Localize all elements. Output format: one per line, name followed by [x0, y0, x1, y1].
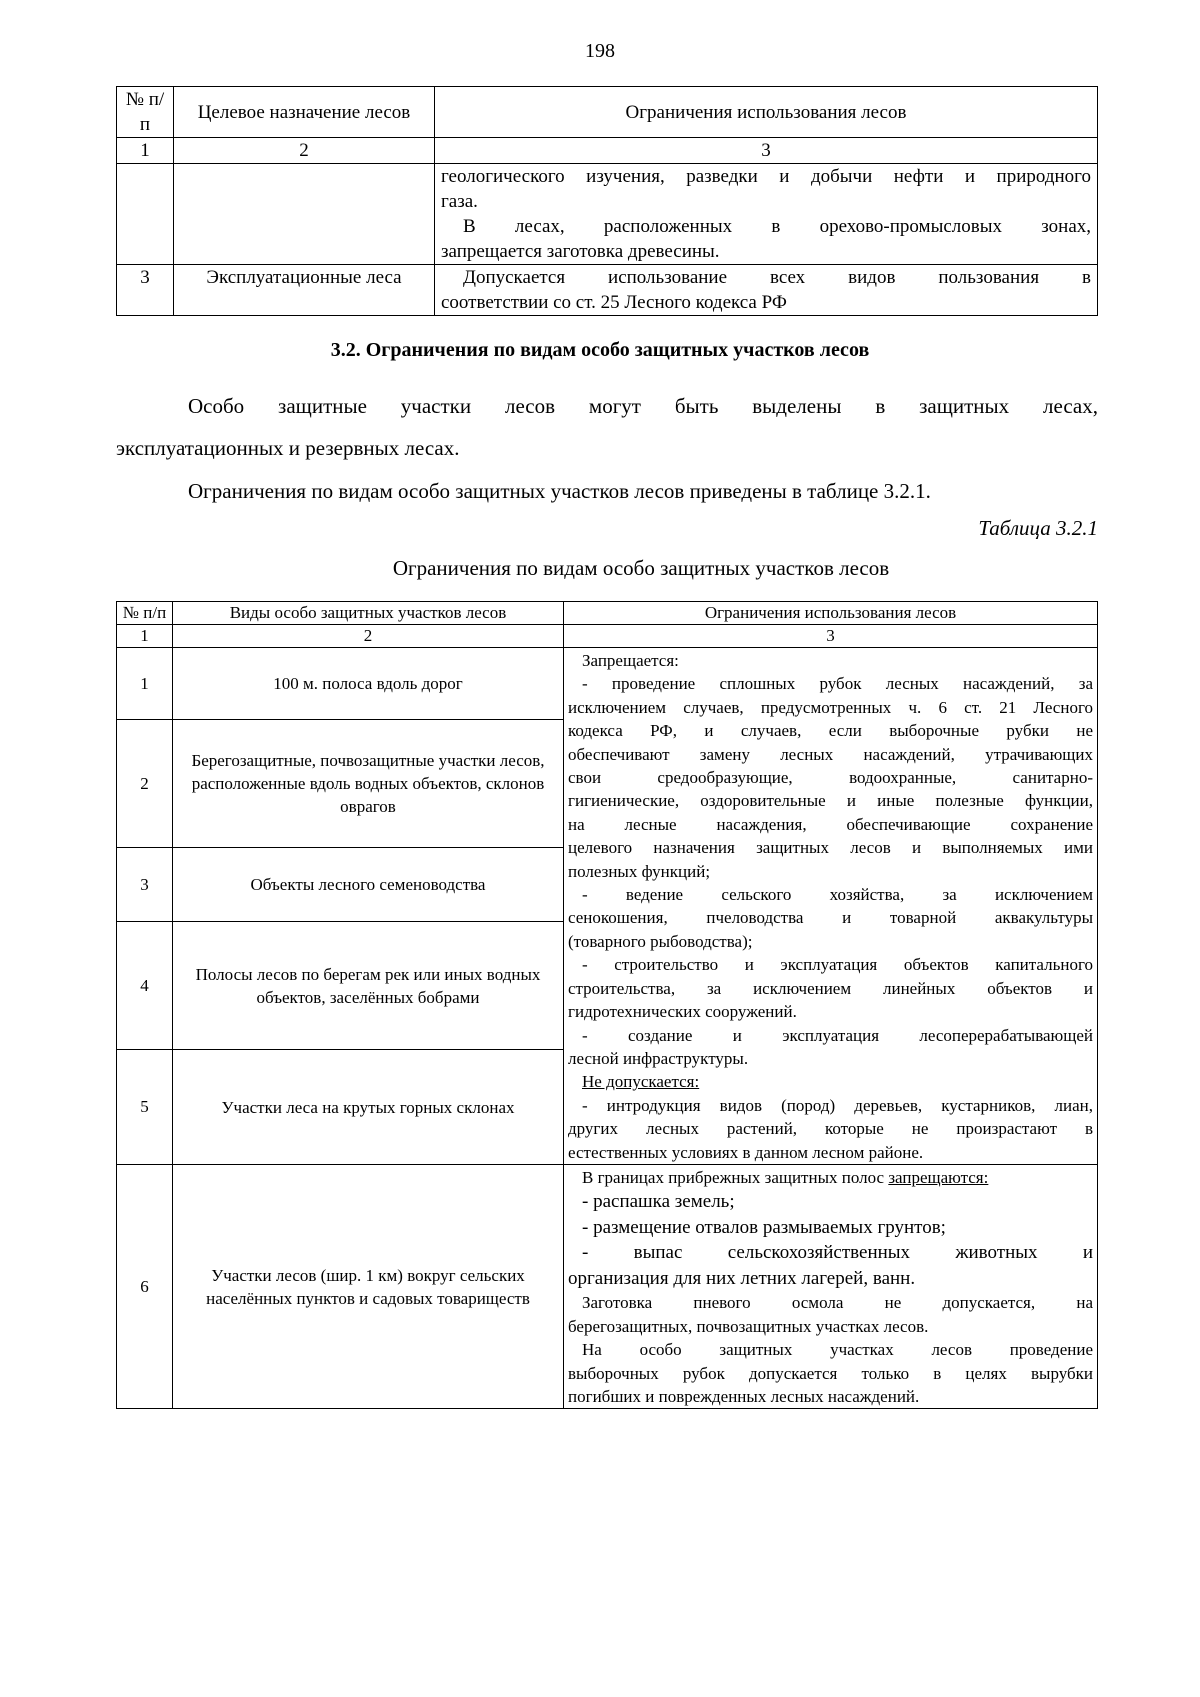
col-number-2: 2: [173, 625, 564, 648]
col-number-2: 2: [174, 138, 435, 164]
page-number: 198: [585, 40, 615, 62]
paragraph-line: эксплуатационных и резервных лесах.: [116, 436, 460, 460]
row-area-type: Объекты лесного семеноводства: [173, 848, 564, 922]
restriction-line: свои средообразующие, водоохранные, санитарно-: [568, 768, 1093, 788]
restriction-line: - выпас сельскохозяйственных животных и: [582, 1242, 1093, 1264]
section-heading: 3.2. Ограничения по видам особо защитных участков лесов: [330, 339, 870, 361]
row-number: 2: [117, 720, 173, 848]
restriction-line: других лесных растений, которые не произрастают в: [568, 1119, 1093, 1139]
restriction-line: сенокошения, пчеловодства и товарной аквакультуры: [568, 908, 1093, 928]
restrictions-cell-a: [564, 648, 1098, 1165]
header-restrictions: Ограничения использования лесов: [435, 87, 1098, 138]
restriction-line: (товарного рыбоводства);: [568, 931, 753, 951]
restrictions-cell-b: [564, 1165, 1098, 1409]
restriction-line: - создание и эксплуатация лесоперерабатывающей: [582, 1025, 1093, 1045]
row-restriction-line: Допускается использование всех видов пользования в: [463, 267, 1091, 288]
restriction-underlined: запрещаются:: [888, 1168, 989, 1187]
continuation-line: В лесах, расположенных в орехово-промысловых зонах,: [463, 216, 1091, 237]
row-restriction-line: соответствии со ст. 25 Лесного кодекса РФ: [441, 292, 787, 313]
table-row: [117, 164, 1098, 265]
col-number-1: 1: [117, 138, 174, 164]
restriction-line: строительства, за исключением линейных объектов и: [568, 978, 1093, 998]
header-purpose: Целевое назначение лесов: [174, 87, 435, 138]
restriction-line: [568, 1166, 1093, 1189]
row-number: 1: [117, 648, 173, 720]
restriction-line: выборочных рубок допускается только в целях вырубки: [568, 1363, 1093, 1383]
restriction-line: гигиенические, оздоровительные и иные полезные функции,: [568, 791, 1093, 811]
restriction-line: целевого назначения защитных лесов и выполняемых ими: [568, 838, 1093, 858]
restriction-line: естественных условиях в данном лесном районе.: [568, 1142, 924, 1162]
col-number-3: 3: [435, 138, 1098, 164]
restriction-line: Заготовка пневого осмола не допускается, на: [582, 1293, 1093, 1313]
row-number: 3: [117, 265, 174, 316]
restriction-line: полезных функций;: [568, 861, 711, 881]
row-number: 6: [117, 1165, 173, 1409]
restriction-line: на лесные насаждения, обеспечивающие сохранение: [568, 814, 1093, 834]
table-label: Таблица 3.2.1: [978, 516, 1098, 540]
restriction-line: Запрещается:: [582, 651, 679, 670]
table-row: [117, 648, 1098, 720]
header-number: № п/п: [117, 602, 173, 625]
row-area-type: Берегозащитные, почвозащитные участки лесов, расположенные вдоль водных объектов, склонов оврагов: [173, 720, 564, 848]
row-area-type: 100 м. полоса вдоль дорог: [173, 648, 564, 720]
restriction-line: Не допускается:: [582, 1072, 700, 1092]
continuation-line: геологического изучения, разведки и добычи нефти и природного: [441, 166, 1091, 187]
col-number-1: 1: [117, 625, 173, 648]
row-area-type: Участки лесов (шир. 1 км) вокруг сельских населённых пунктов и садовых товариществ: [173, 1165, 564, 1409]
row-area-type: Полосы лесов по берегам рек или иных водных объектов, заселённых бобрами: [173, 922, 564, 1050]
restriction-line: - распашка земель;: [582, 1191, 735, 1213]
restriction-line: - ведение сельского хозяйства, за исключением: [582, 885, 1093, 905]
table-caption: Ограничения по видам особо защитных участков лесов: [392, 556, 890, 580]
restriction-line: На особо защитных участках лесов проведение: [582, 1340, 1093, 1360]
header-area-type: Виды особо защитных участков лесов: [173, 602, 564, 625]
protected-areas-table: [116, 601, 1098, 1409]
restriction-line: - проведение сплошных рубок лесных насаждений, за: [582, 674, 1093, 694]
restriction-line: обеспечивают замену лесных насаждений, утрачивающих: [568, 744, 1093, 764]
header-restrictions: Ограничения использования лесов: [564, 602, 1098, 625]
paragraph-line: Особо защитные участки лесов могут быть выделены в защитных лесах,: [188, 394, 1098, 418]
restriction-line: исключением случаев, предусмотренных ч. 6 ст. 21 Лесного: [568, 697, 1093, 717]
col-number-3: 3: [564, 625, 1098, 648]
restriction-line: - строительство и эксплуатация объектов капитального: [582, 955, 1093, 975]
continuation-line: запрещается заготовка древесины.: [441, 241, 720, 262]
restriction-line: берегозащитных, почвозащитных участках лесов.: [568, 1316, 929, 1336]
restriction-line: кодекса РФ, и случаев, если выборочные рубки не: [568, 721, 1093, 741]
row-number: 3: [117, 848, 173, 922]
paragraph-2: [116, 470, 1098, 512]
row-purpose: Эксплуатационные леса: [174, 265, 435, 316]
continuation-line: газа.: [441, 191, 478, 212]
restriction-line: лесной инфраструктуры.: [568, 1048, 749, 1068]
restriction-line: - интродукция видов (пород) деревьев, кустарников, лиан,: [582, 1095, 1093, 1115]
restriction-line: - размещение отвалов размываемых грунтов;: [582, 1216, 946, 1238]
restriction-line: организация для них летних лагерей, ванн.: [568, 1267, 916, 1289]
table-row: [117, 265, 1098, 316]
paragraph-1: [116, 385, 1098, 469]
restriction-line: погибших и поврежденных лесных насаждений.: [568, 1387, 920, 1407]
table-row: [117, 1165, 1098, 1409]
forest-purpose-table: [116, 86, 1098, 316]
paragraph-line: Ограничения по видам особо защитных участков лесов приведены в таблице 3.2.1.: [188, 479, 931, 503]
row-area-type: Участки леса на крутых горных склонах: [173, 1050, 564, 1165]
restriction-text: В границах прибрежных защитных полос: [582, 1168, 889, 1187]
restriction-line: гидротехнических сооружений.: [568, 1002, 797, 1022]
row-number: 4: [117, 922, 173, 1050]
header-number: № п/п: [117, 87, 174, 138]
row-number: 5: [117, 1050, 173, 1165]
